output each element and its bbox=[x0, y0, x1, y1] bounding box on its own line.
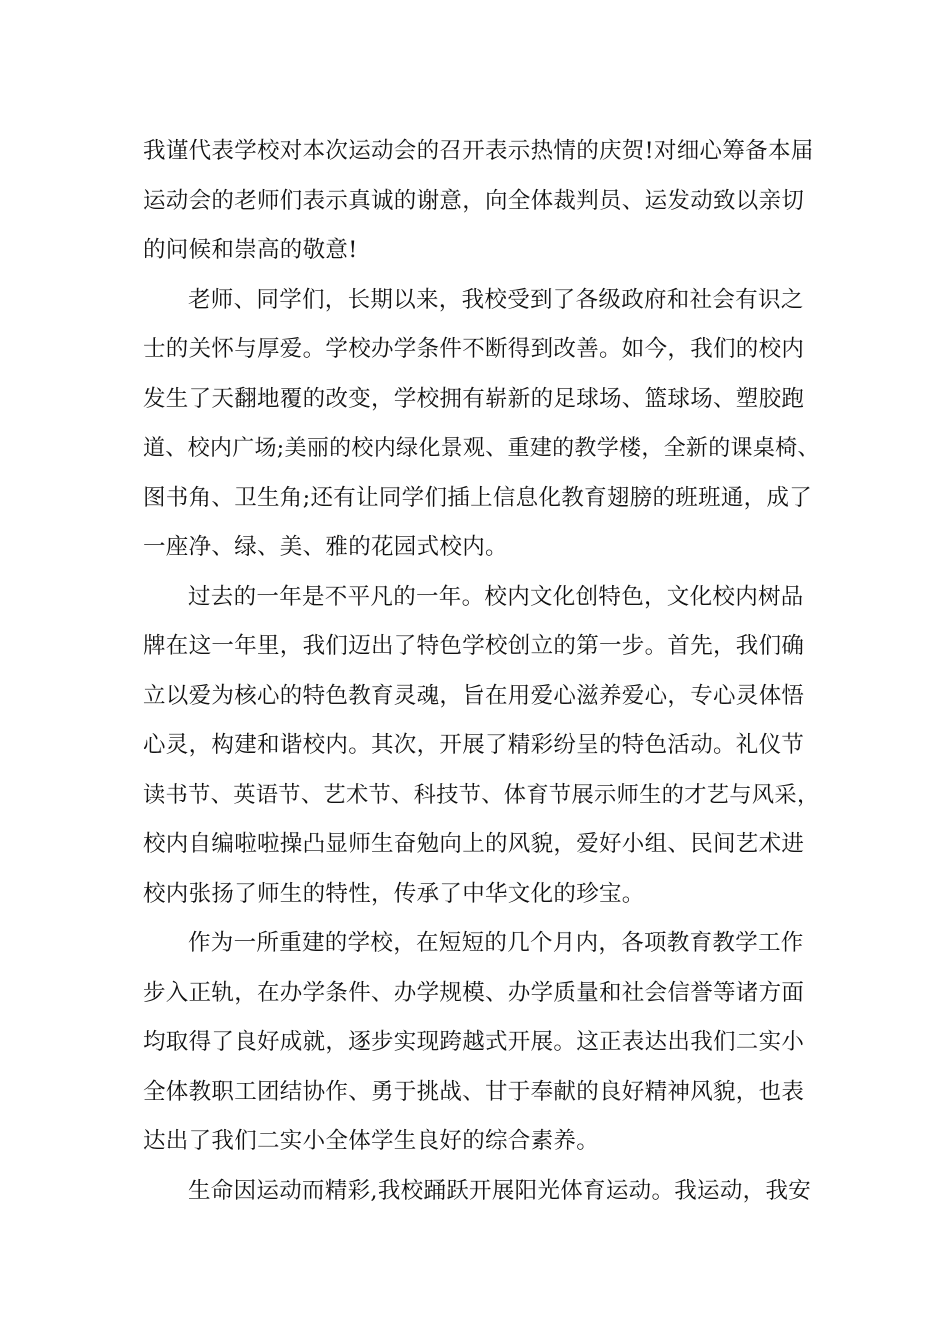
text-line: 的问候和崇高的敬意! bbox=[143, 237, 358, 263]
text-line: 我谨代表学校对本次运动会的召开表示热情的庆贺!对细心筹备本届 bbox=[143, 138, 814, 164]
text-line: 图书角、卫生角;还有让同学们插上信息化教育翅膀的班班通，成了 bbox=[143, 484, 813, 511]
paragraph-first-line: 老师、同学们，长期以来，我校受到了各级政府和社会有识之 bbox=[188, 286, 804, 313]
text-line: 立以爱为核心的特色教育灵魂，旨在用爱心滋养爱心，专心灵体悟 bbox=[143, 682, 805, 709]
text-line: 运动会的老师们表示真诚的谢意，向全体裁判员、运发动致以亲切 bbox=[143, 187, 805, 214]
paragraph-first-line: 生命因运动而精彩,我校踊跃开展阳光体育运动。我运动，我安 bbox=[188, 1177, 812, 1204]
text-line: 校内张扬了师生的特性，传承了中华文化的珍宝。 bbox=[143, 880, 645, 907]
text-line: 道、校内广场;美丽的校内绿化景观、重建的教学楼，全新的课桌椅、 bbox=[143, 436, 820, 461]
text-line: 步入正轨，在办学条件、办学规模、办学质量和社会信誉等诸方面 bbox=[143, 979, 805, 1006]
text-line: 士的关怀与厚爱。学校办学条件不断得到改善。如今，我们的校内 bbox=[143, 336, 805, 362]
text-line: 心灵，构建和谐校内。其次，开展了精彩纷呈的特色活动。礼仪节 bbox=[143, 732, 805, 758]
text-line: 发生了天翻地覆的改变，学校拥有崭新的足球场、篮球场、塑胶跑 bbox=[143, 385, 805, 412]
text-line: 读书节、英语节、艺术节、科技节、体育节展示师生的才艺与风采， bbox=[143, 781, 820, 808]
text-line: 一座净、绿、美、雅的花园式校内。 bbox=[143, 534, 508, 560]
document-body bbox=[143, 127, 825, 1216]
paragraph-first-line: 过去的一年是不平凡的一年。校内文化创特色，文化校内树品 bbox=[188, 583, 804, 610]
text-line: 牌在这一年里，我们迈出了特色学校创立的第一步。首先，我们确 bbox=[143, 633, 805, 659]
text-line: 达出了我们二实小全体学生良好的综合素养。 bbox=[143, 1128, 600, 1154]
text-line: 全体教职工团结协作、勇于挑战、甘于奉献的良好精神风貌，也表 bbox=[143, 1078, 805, 1105]
text-line: 校内自编啦啦操凸显师生奋勉向上的风貌，爱好小组、民间艺术进 bbox=[143, 831, 805, 857]
text-line: 均取得了良好成就，逐步实现跨越式开展。这正表达出我们二实小 bbox=[143, 1029, 805, 1055]
paragraph-first-line: 作为一所重建的学校，在短短的几个月内，各项教育教学工作 bbox=[188, 930, 804, 956]
